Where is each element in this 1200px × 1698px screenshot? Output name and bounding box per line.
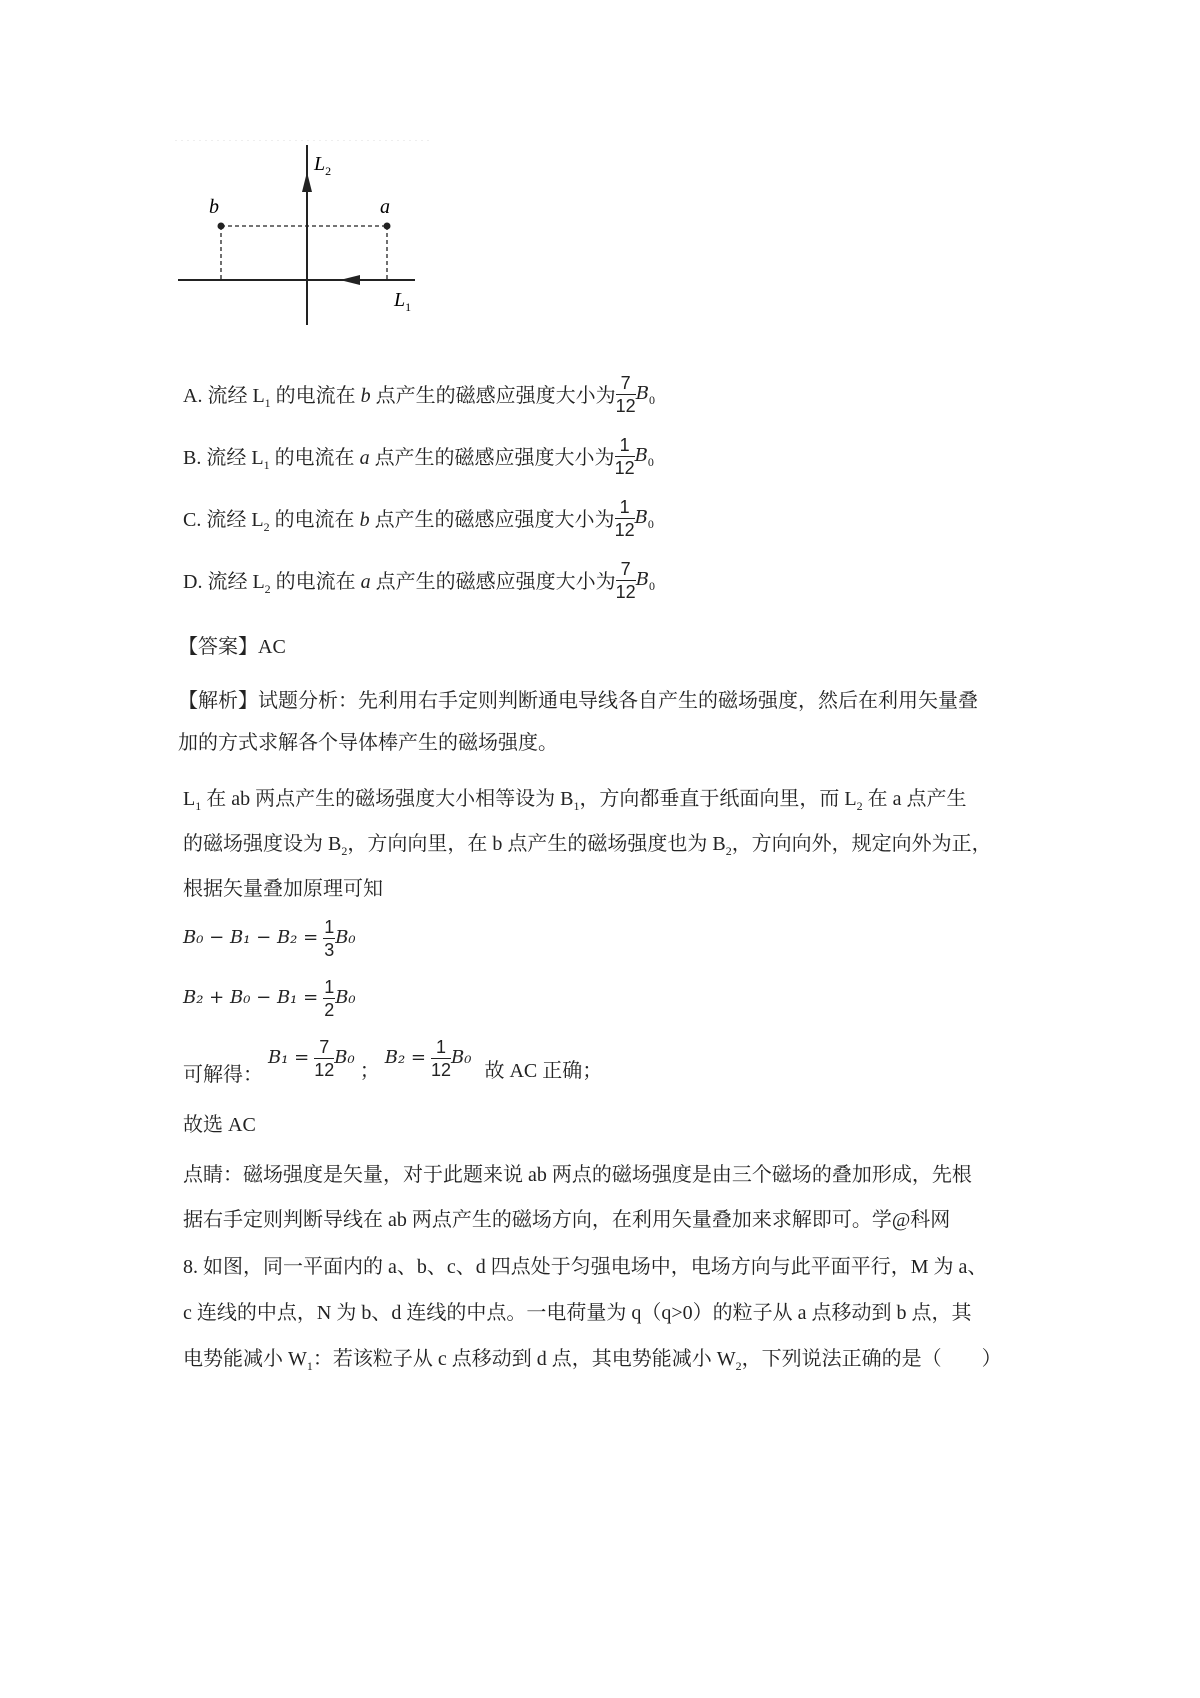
paragraph-3: 根据矢量叠加原理可知 xyxy=(183,878,383,900)
point-a-dot xyxy=(384,223,391,230)
point-b-dot xyxy=(218,223,225,230)
paragraph-1: $L_1$ 在 ab 两点产生的磁场强度大小相等设为 $B_1$，方向都垂直于纸面向里，而 $L_2$ 在 a 点产生 xyxy=(183,788,967,813)
choose-line: 故选 AC xyxy=(183,1114,256,1136)
wire-L2-arrow xyxy=(302,172,312,192)
solve-line: 可解得： B₁ = $\frac{7}{12}$ B₀ ； B₂ = $\frac{1}{12}$ B₀ 故 AC 正确； xyxy=(183,1037,603,1087)
label-L2: $L_2$ xyxy=(314,153,332,178)
option-a: A. 流经 $L_1$ 的电流在 b 点产生的磁感应强度大小为 $\frac{7}{12}$ $B_0$ xyxy=(183,373,655,416)
point-b-label: b xyxy=(209,196,219,218)
wire-L1-arrow xyxy=(340,275,360,285)
point-a-label: a xyxy=(380,196,390,218)
answer-line: 【答案】AC xyxy=(178,636,286,658)
wire-diagram xyxy=(175,140,435,346)
note-line-2: 据右手定则判断导线在 ab 两点产生的磁场方向，在利用矢量叠加来求解即可。学@科网 xyxy=(183,1209,951,1231)
option-b: B. 流经 $L_1$ 的电流在 a 点产生的磁感应强度大小为 $\frac{1}{12}$ $B_0$ xyxy=(183,435,654,478)
equation-1: B₀ − B₁ − B₂ = $\frac{1}{3}$ B₀ xyxy=(183,917,356,960)
equation-2: B₂ + B₀ − B₁ = $\frac{1}{2}$ B₀ xyxy=(183,977,356,1020)
diagram-svg xyxy=(175,140,435,340)
option-c: C. 流经 $L_2$ 的电流在 b 点产生的磁感应强度大小为 $\frac{1}{12}$ $B_0$ xyxy=(183,497,654,540)
option-d: D. 流经 $L_2$ 的电流在 a 点产生的磁感应强度大小为 $\frac{7}{12}$ $B_0$ xyxy=(183,559,655,602)
analysis-line-1: 【解析】试题分析：先利用右手定则判断通电导线各自产生的磁场强度，然后在利用矢量叠 xyxy=(178,690,978,712)
question-8-line-1: 8. 如图，同一平面内的 a、b、c、d 四点处于匀强电场中，电场方向与此平面平行，M 为 a、 xyxy=(183,1256,988,1278)
question-8-line-3: 电势能减小 $W_1$：若该粒子从 c 点移动到 d 点，其电势能减小 $W_2$，下列说法正确的是（ ） xyxy=(183,1348,1002,1373)
note-line-1: 点睛：磁场强度是矢量，对于此题来说 ab 两点的磁场强度是由三个磁场的叠加形成，先根 xyxy=(183,1164,972,1186)
label-L1: $L_1$ xyxy=(394,289,412,314)
paragraph-2: 的磁场强度设为 $B_2$，方向向里，在 b 点产生的磁场强度也为 $B_2$，方向向外，规定向外为正， xyxy=(183,833,992,858)
analysis-line-2: 加的方式求解各个导体棒产生的磁场强度。 xyxy=(178,732,558,754)
question-8-line-2: c 连线的中点，N 为 b、d 连线的中点。一电荷量为 q（q>0）的粒子从 a 点移动到 b 点，其 xyxy=(183,1302,972,1324)
